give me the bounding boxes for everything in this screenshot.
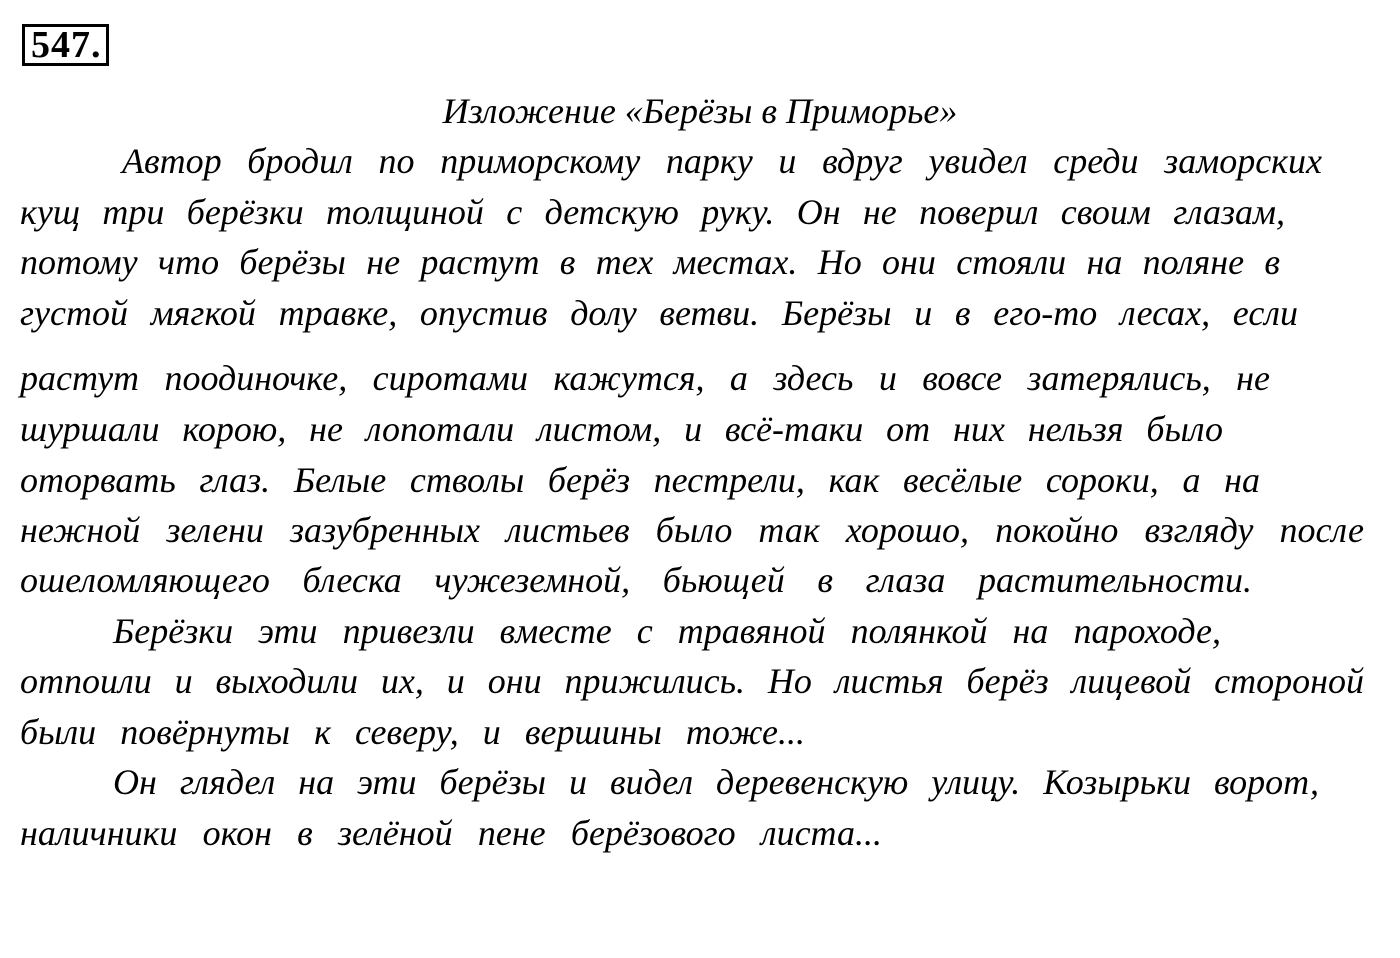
text-line: ошеломляющего блеска чужеземной, бьющей в глаза растительности.: [20, 560, 1252, 600]
exercise-number: 547.: [22, 24, 109, 66]
text-line: кущ три берёзки толщиной с детскую руку. Он не поверил своим глазам,: [20, 192, 1285, 232]
text-line: наличники окон в зелёной пене берёзового листа...: [20, 813, 882, 853]
text-line: растут поодиночке, сиротами кажутся, а здесь и вовсе затерялись, не: [20, 358, 1270, 398]
text-line: были повёрнуты к северу, и вершины тоже...: [20, 712, 805, 752]
text-line: шуршали корою, не лопотали листом, и всё-таки от них нельзя было: [20, 409, 1223, 449]
essay-title: Изложение «Берёзы в Приморье»: [442, 91, 958, 131]
text-line: отпоили и выходили их, и они прижились. Но листья берёз лицевой стороной: [20, 661, 1364, 701]
text-line: Автор бродил по приморскому парку и вдруг увидел среди заморских: [122, 141, 1322, 181]
text-line: нежной зелени зазубренных листьев было так хорошо, покойно взгляду после: [20, 510, 1364, 550]
text-line: Берёзки эти привезли вместе с травяной полянкой на пароходе,: [113, 611, 1221, 651]
text-line: оторвать глаз. Белые стволы берёз пестрели, как весёлые сороки, а на: [20, 460, 1260, 500]
text-line: густой мягкой травке, опустив долу ветви. Берёзы и в его-то лесах, если: [20, 293, 1298, 333]
text-line: потому что берёзы не растут в тех местах. Но они стояли на поляне в: [20, 242, 1280, 282]
text-line: Он глядел на эти берёзы и видел деревенскую улицу. Козырьки ворот,: [113, 762, 1319, 802]
